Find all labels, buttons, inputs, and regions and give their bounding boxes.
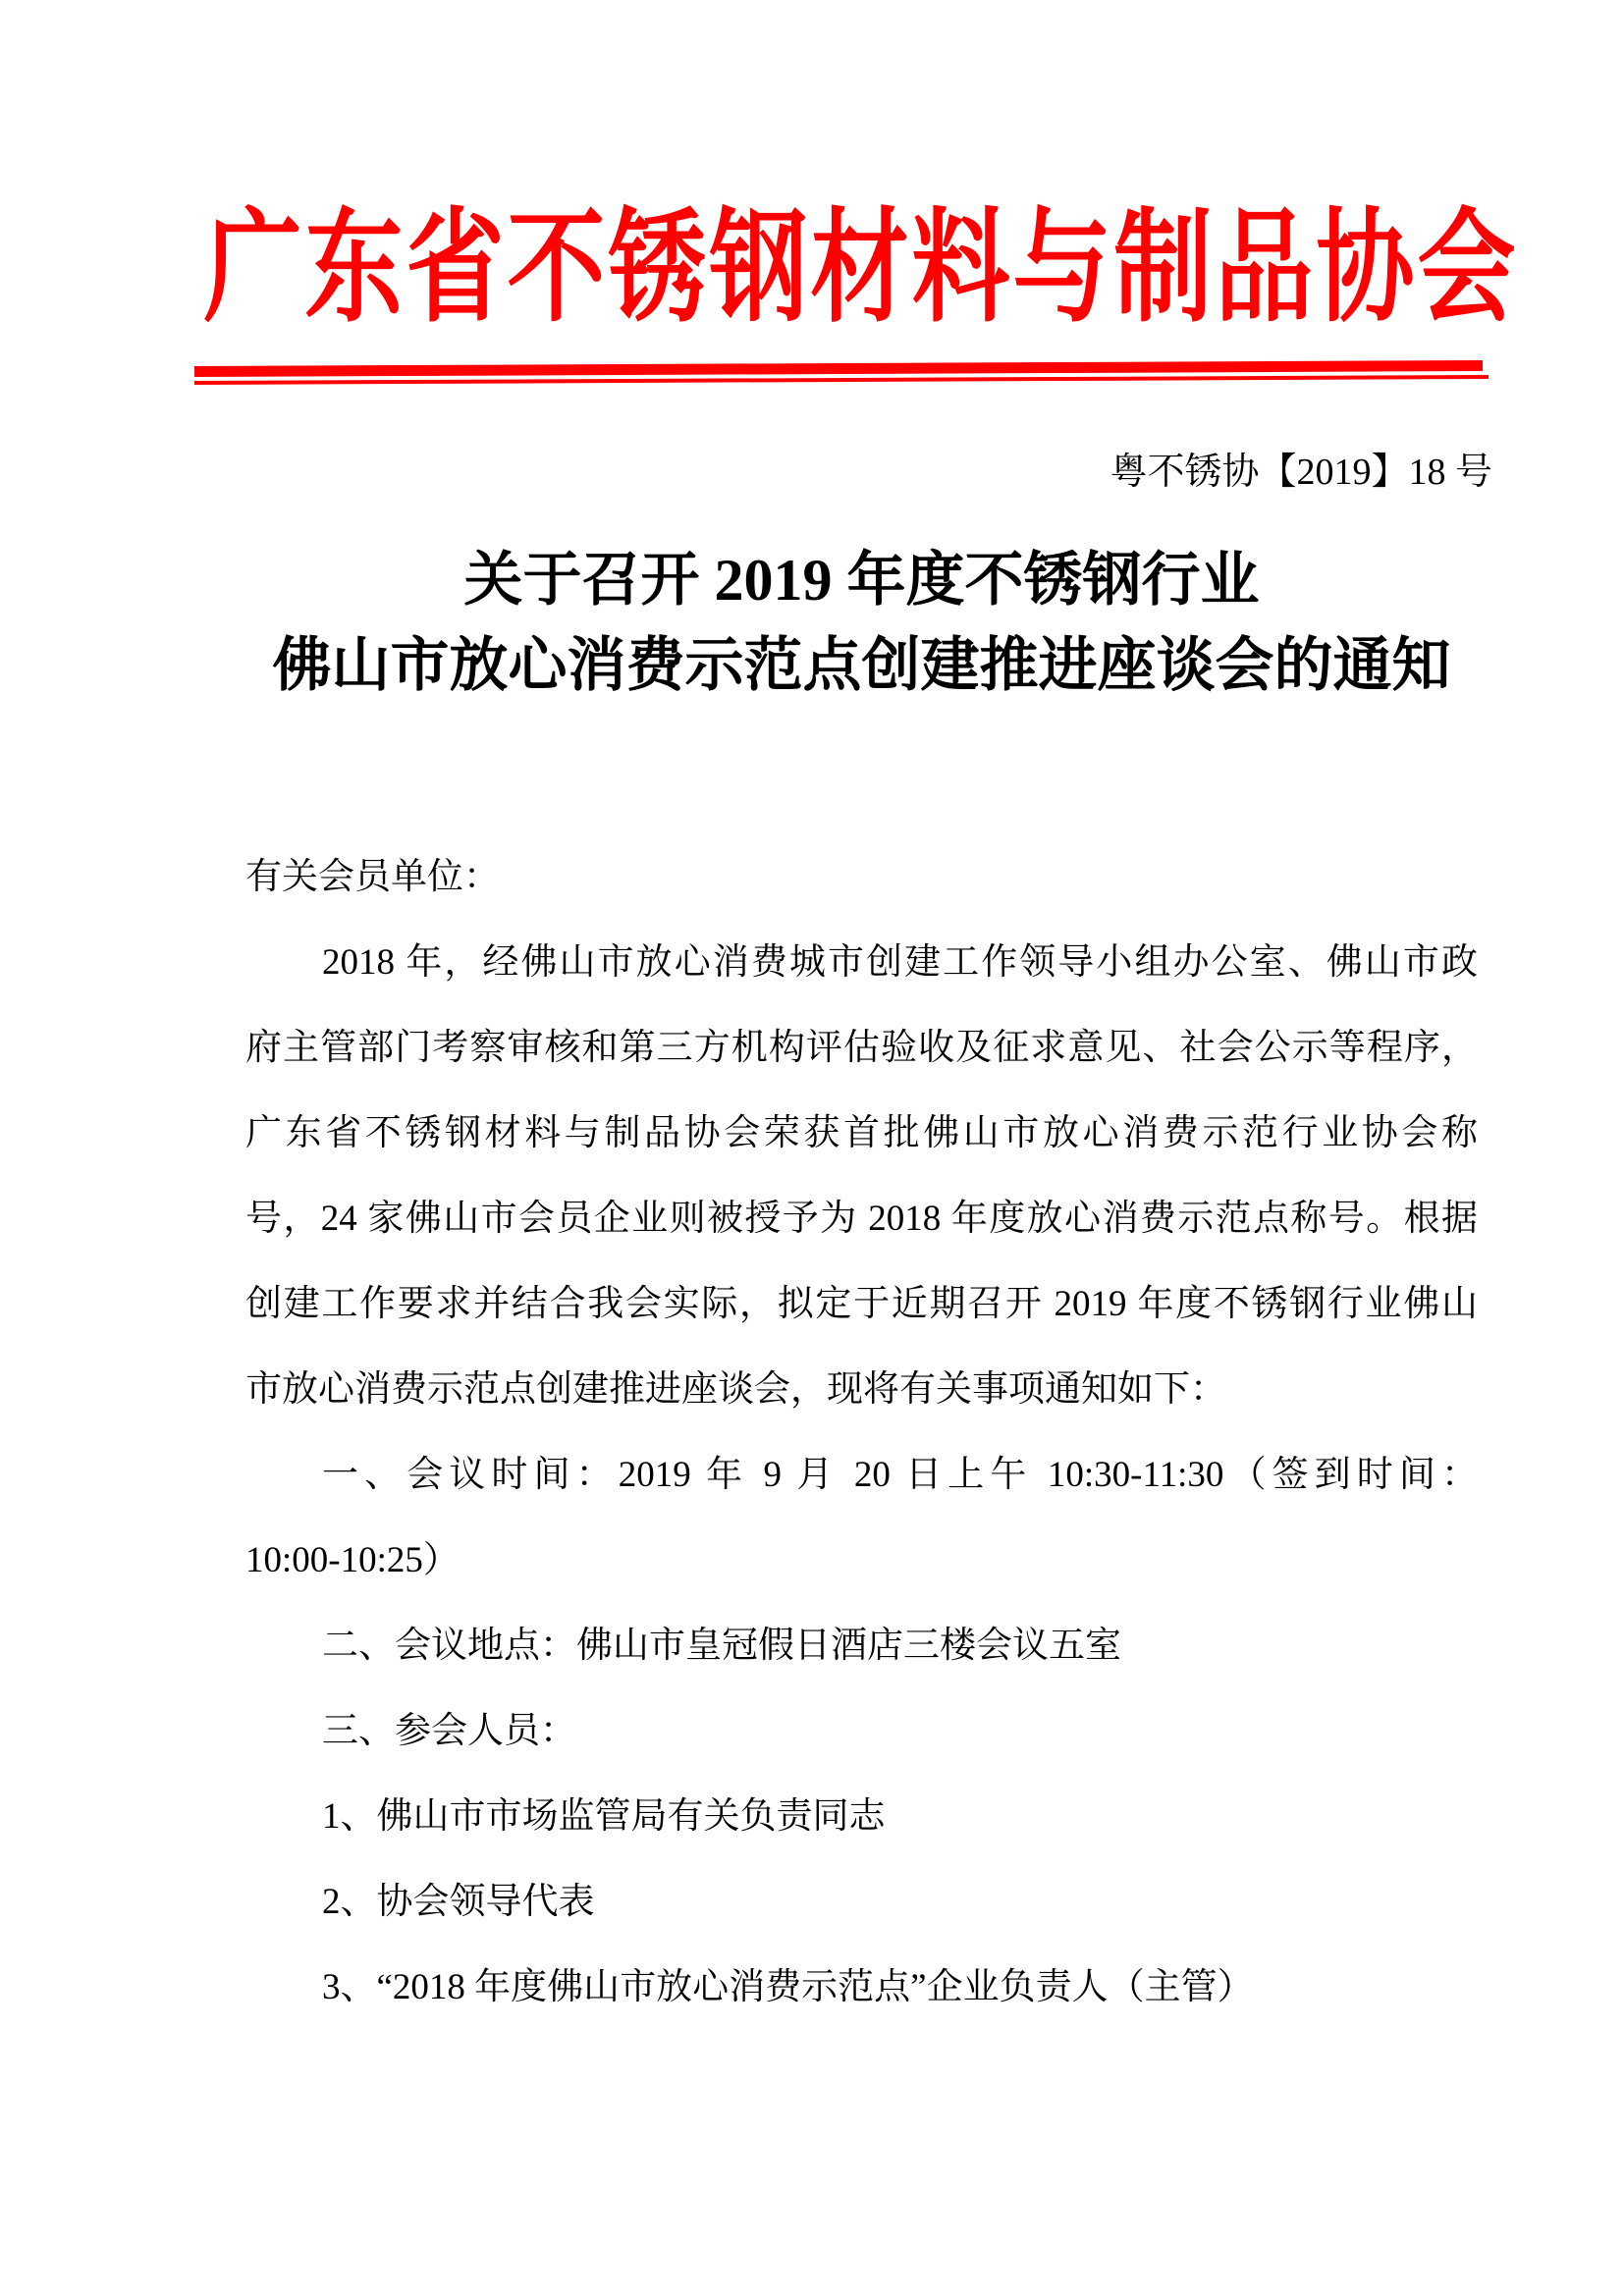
header-rule-thin (194, 375, 1489, 385)
body-line: 2018 年，经佛山市放心消费城市创建工作领导小组办公室、佛山市政 (322, 942, 1478, 983)
body-line: 10:00-10:25） (245, 1540, 460, 1580)
org-title: 广东省不锈钢材料与制品协会 (203, 200, 1519, 337)
body-line: 二、会议地点：佛山市皇冠假日酒店三楼会议五室 (322, 1626, 1121, 1666)
body-line: 3、“2018 年度佛山市放心消费示范点”企业负责人（主管） (322, 1967, 1254, 2007)
header-rule-thick (194, 360, 1483, 377)
body-line: 1、佛山市市场监管局有关负责同志 (322, 1796, 886, 1837)
body-line: 号，24 家佛山市会员企业则被授予为 2018 年度放心消费示范点称号。根据 (245, 1199, 1478, 1239)
body-line: 创建工作要求并结合我会实际，拟定于近期召开 2019 年度不锈钢行业佛山 (245, 1284, 1478, 1324)
body-line: 2、协会领导代表 (322, 1882, 595, 1922)
doc-title-line-1: 关于召开 2019 年度不锈钢行业 (463, 548, 1260, 613)
body-line: 有关会员单位： (245, 857, 500, 897)
doc-number: 粤不锈协【2019】18 号 (1110, 452, 1492, 493)
body-line: 三、参会人员： (322, 1711, 576, 1751)
body-line: 一、会议时间：2019 年 9 月 20 日上午 10:30-11:30（签到时间： (322, 1455, 1478, 1495)
doc-title (245, 538, 1478, 709)
body-line: 广东省不锈钢材料与制品协会荣获首批佛山市放心消费示范行业协会称 (245, 1113, 1478, 1153)
body-line: 市放心消费示范点创建推进座谈会，现将有关事项通知如下： (245, 1369, 1226, 1410)
body-line: 府主管部门考察审核和第三方机构评估验收及征求意见、社会公示等程序， (245, 1028, 1478, 1068)
document-body (245, 834, 1478, 2030)
doc-title-line-2: 佛山市放心消费示范点创建推进座谈会的通知 (272, 633, 1451, 698)
